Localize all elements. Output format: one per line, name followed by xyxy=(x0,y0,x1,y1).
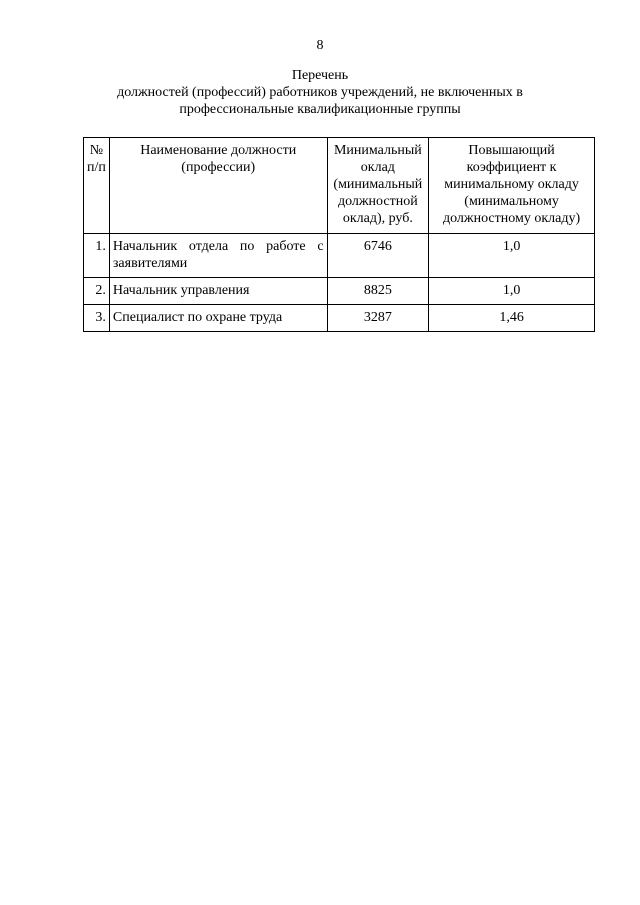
title-line-2: должностей (профессий) работников учреждений, не включенных в xyxy=(117,85,523,100)
document-title xyxy=(40,67,600,118)
header-salary: Минимальный оклад (минимальный должностной оклад), руб. xyxy=(327,138,429,234)
title-line-1: Перечень xyxy=(291,68,349,83)
title-line-3: профессиональные квалификационные группы xyxy=(179,102,461,117)
row-name: Специалист по охране труда xyxy=(109,305,327,332)
table-row xyxy=(84,305,595,332)
positions-table xyxy=(83,137,595,332)
row-num: 2. xyxy=(84,278,110,305)
row-salary: 8825 xyxy=(327,278,429,305)
page-number: 8 xyxy=(316,38,324,53)
header-name: Наименование должности (профессии) xyxy=(109,138,327,234)
row-salary: 3287 xyxy=(327,305,429,332)
row-coef: 1,46 xyxy=(429,305,595,332)
row-coef: 1,0 xyxy=(429,234,595,278)
row-num: 3. xyxy=(84,305,110,332)
row-coef: 1,0 xyxy=(429,278,595,305)
header-coef: Повышающий коэффициент к минимальному окладу (минимальному должностному окладу) xyxy=(429,138,595,234)
row-salary: 6746 xyxy=(327,234,429,278)
table-row xyxy=(84,234,595,278)
header-num: № п/п xyxy=(84,138,110,234)
row-num: 1. xyxy=(84,234,110,278)
row-name: Начальник управления xyxy=(109,278,327,305)
table-header-row xyxy=(84,138,595,234)
row-name: Начальник отдела по работе с заявителями xyxy=(109,234,327,278)
table-row xyxy=(84,278,595,305)
